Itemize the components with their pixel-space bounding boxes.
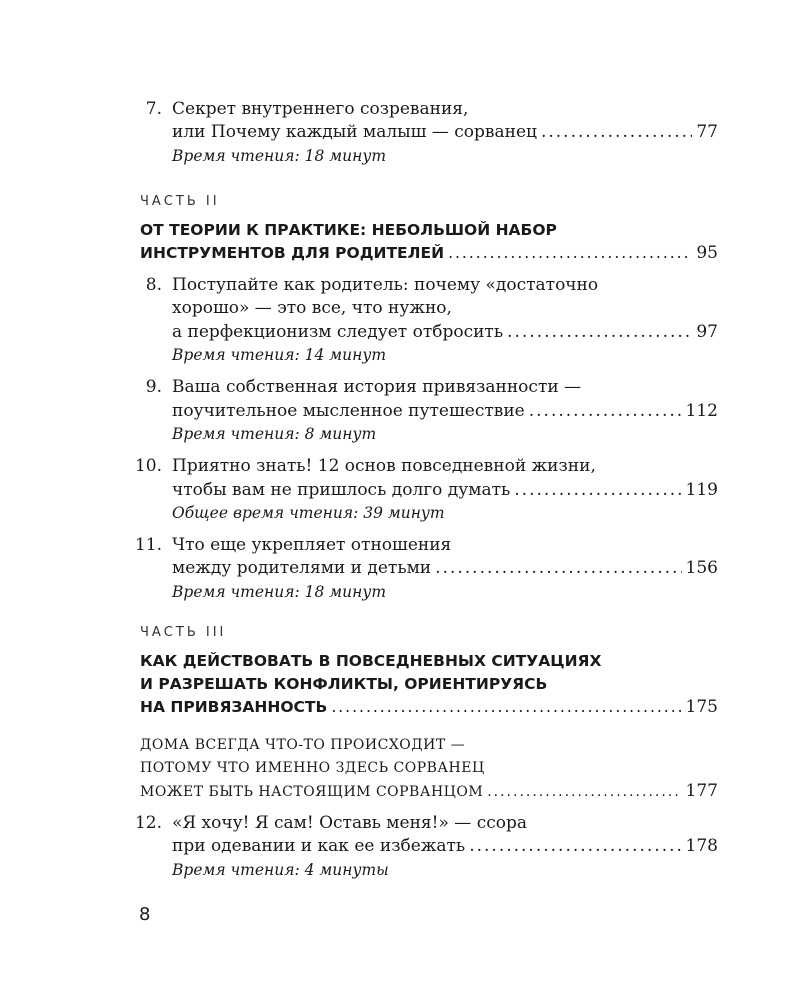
chapter-title-leader [172, 400, 718, 422]
chapter-title-leader [172, 479, 718, 501]
page-ref: 97 [696, 322, 718, 342]
section-title-line: ПОТОМУ ЧТО ИМЕННО ЗДЕСЬ СОРВАНЕЦ [140, 760, 485, 776]
chapter-title-line: Приятно знать! 12 основ повседневной жизни, [172, 456, 596, 476]
chapter-title-line: Ваша собственная история привязанности — [172, 377, 582, 397]
chapter-title-leader [172, 121, 718, 143]
page-ref: 175 [685, 697, 718, 717]
page-ref: 119 [685, 480, 718, 500]
part-title-line: ОТ ТЕОРИИ К ПРАКТИКЕ: НЕБОЛЬШОЙ НАБОР [140, 221, 557, 239]
part-title-leader [140, 242, 718, 264]
leader-dots [487, 781, 681, 803]
leader-dots [469, 835, 681, 857]
part-title-leader [140, 696, 718, 718]
chapter-title-line: а перфекционизм следует отбросить [172, 322, 504, 342]
reading-time: Время чтения: 18 минут [172, 147, 387, 165]
part-title-line: КАК ДЕЙСТВОВАТЬ В ПОВСЕДНЕВНЫХ СИТУАЦИЯХ [140, 652, 602, 670]
page-ref: 112 [685, 401, 718, 421]
leader-dots [541, 121, 692, 143]
section-title-leader [140, 780, 718, 803]
chapter-title-line: между родителями и детьми [172, 558, 432, 578]
reading-time: Время чтения: 8 минут [172, 425, 377, 443]
leader-dots [448, 242, 692, 264]
chapter-title-leader [172, 557, 718, 579]
chapter-title-line: «Я хочу! Я сам! Оставь меня!» — ссора [172, 813, 527, 833]
chapter-title-line: хорошо» — это все, что нужно, [172, 298, 452, 318]
chapter-title-line: чтобы вам не пришлось долго думать [172, 480, 511, 500]
part-title-line: ИНСТРУМЕНТОВ ДЛЯ РОДИТЕЛЕЙ [140, 244, 445, 262]
chapter-title-leader [172, 835, 718, 857]
section-title-line: ДОМА ВСЕГДА ЧТО-ТО ПРОИСХОДИТ — [140, 737, 466, 753]
leader-dots [331, 696, 681, 718]
part-title-line: НА ПРИВЯЗАННОСТЬ [140, 698, 328, 716]
part-label: ЧАСТЬ III [140, 625, 227, 640]
page-number: 8 [139, 904, 151, 925]
leader-dots [529, 400, 682, 422]
page-ref: 178 [685, 836, 718, 856]
chapter-number: 8. [145, 275, 162, 295]
leader-dots [514, 479, 681, 501]
part-title-line: И РАЗРЕШАТЬ КОНФЛИКТЫ, ОРИЕНТИРУЯСЬ [140, 675, 548, 693]
chapter-title-leader [172, 321, 718, 343]
chapter-number: 10. [134, 456, 162, 476]
page-ref: 177 [685, 781, 718, 801]
chapter-title-line: поучительное мысленное путешествие [172, 401, 525, 421]
page-ref: 95 [696, 243, 718, 263]
chapter-number: 9. [145, 377, 162, 397]
part-label: ЧАСТЬ II [140, 194, 220, 209]
page-ref: 77 [696, 122, 718, 142]
reading-time: Время чтения: 4 минуты [172, 861, 389, 879]
chapter-number: 11. [134, 535, 162, 555]
reading-time: Общее время чтения: 39 минут [172, 504, 445, 522]
page-ref: 156 [685, 558, 718, 578]
chapter-title-line: Что еще укрепляет отношения [172, 535, 452, 555]
chapter-number: 7. [145, 99, 162, 119]
section-title-line: МОЖЕТ БЫТЬ НАСТОЯЩИМ СОРВАНЦОМ [140, 784, 484, 800]
chapter-title-line: или Почему каждый малыш — сорванец [172, 122, 537, 142]
chapter-title-line: Секрет внутреннего созревания, [172, 99, 469, 119]
chapter-number: 12. [134, 813, 162, 833]
chapter-title-line: при одевании и как ее избежать [172, 836, 466, 856]
leader-dots [435, 557, 681, 579]
reading-time: Время чтения: 18 минут [172, 583, 387, 601]
chapter-title-line: Поступайте как родитель: почему «достаточно [172, 275, 599, 295]
reading-time: Время чтения: 14 минут [172, 346, 387, 364]
leader-dots [507, 321, 692, 343]
